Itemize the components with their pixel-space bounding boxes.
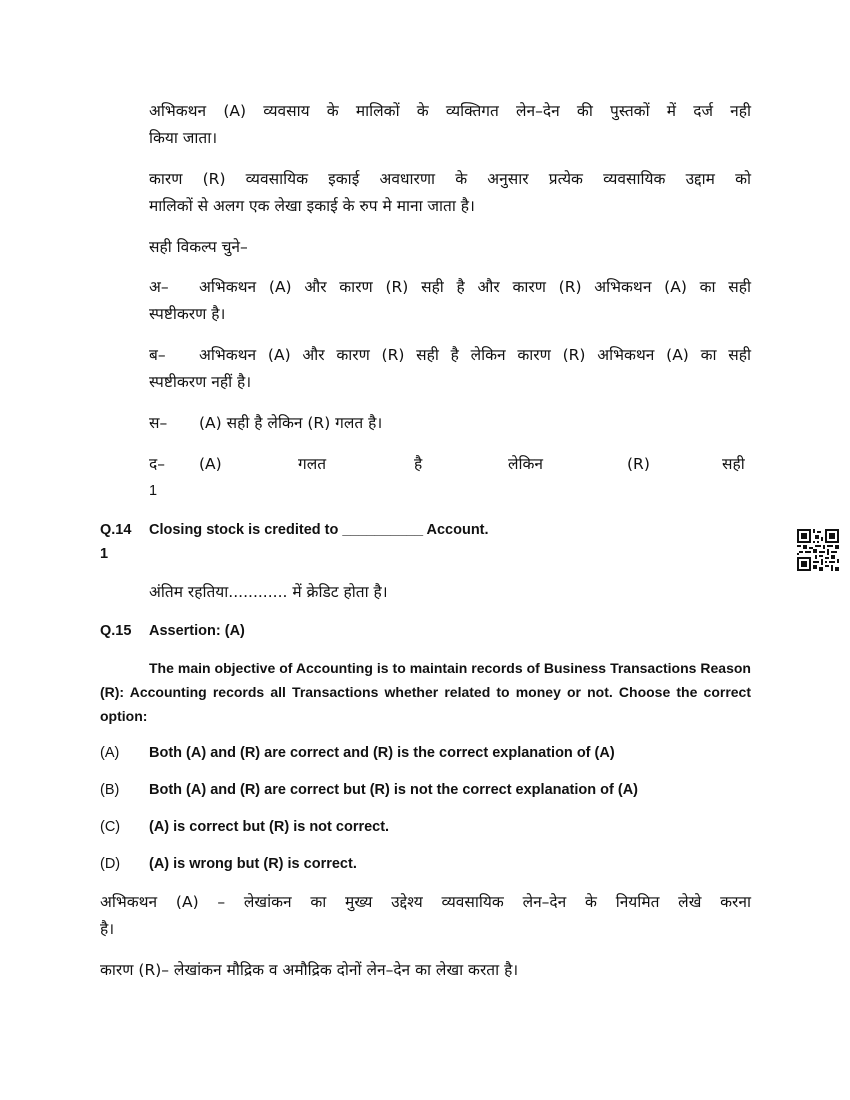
q13-reason-line2: मालिकों से अलग एक लेखा इकाई के रुप मे माना जाता है।	[149, 197, 475, 215]
q15-option-c-text: (A) is correct but (R) is not correct.	[149, 819, 390, 835]
q13-option-c-text: (A) सही है लेकिन (R) गलत है।	[199, 414, 383, 432]
q13-option-d-word-3: है	[414, 455, 423, 473]
q14-hindi: अंतिम रहतिया............ में क्रेडिट होता है।	[149, 583, 388, 601]
q14-marks: 1	[100, 546, 109, 562]
q13-option-d-word-1: (A)	[199, 455, 222, 473]
q15-option-a-text: Both (A) and (R) are correct and (R) is the correct explanation of (A)	[149, 745, 615, 761]
q15-option-d-label: (D)	[100, 856, 121, 872]
q15-heading: Assertion: (A)	[149, 623, 245, 639]
q15-para-line3: option:	[100, 708, 148, 724]
q15-option-b-text: Both (A) and (R) are correct but (R) is not the correct explanation of (A)	[149, 782, 638, 798]
q15-para-line2: (R): Accounting records all Transactions whether related to money or not. Choose the correct	[100, 684, 751, 700]
q13-option-d-word-6: सही	[722, 455, 745, 473]
q15-hindi-assertion-line2: है।	[100, 920, 115, 938]
q13-option-d-word-4: लेकिन	[508, 455, 544, 473]
q13-option-d-label: द–	[149, 455, 165, 473]
q15-hindi-reason: कारण (R)– लेखांकन मौद्रिक व अमौद्रिक दोनों लेन–देन का लेखा करता है।	[100, 961, 519, 979]
q13-assertion-line2: किया जाता।	[149, 129, 218, 147]
q15-option-d-text: (A) is wrong but (R) is correct.	[149, 856, 357, 872]
q13-assertion-line1: अभिकथन (A) व्यवसाय के मालिकों के व्यक्तिगत लेन–देन की पुस्तकों में दर्ज नही	[149, 102, 751, 120]
q13-reason-line1: कारण (R) व्यवसायिक इकाई अवधारणा के अनुसार प्रत्येक व्यवसायिक उद्दाम को	[149, 170, 751, 188]
q14-number: Q.14	[100, 522, 132, 538]
q13-option-a-line1: अभिकथन (A) और कारण (R) सही है और कारण (R) अभिकथन (A) का सही	[199, 278, 751, 296]
q13-option-c-label: स–	[149, 414, 168, 432]
q15-number: Q.15	[100, 623, 132, 639]
q13-option-b-label: ब–	[149, 346, 166, 364]
q13-option-b-line2: स्पष्टीकरण नहीं है।	[149, 373, 252, 391]
q13-option-b-line1: अभिकथन (A) और कारण (R) सही है लेकिन कारण (R) अभिकथन (A) का सही	[199, 346, 751, 364]
q13-option-a-label: अ–	[149, 278, 169, 296]
q13-marks: 1	[149, 483, 158, 499]
q15-option-b-label: (B)	[100, 782, 120, 798]
q15-para-line1: The main objective of Accounting is to maintain records of Business Transactions Reason	[149, 660, 751, 676]
q13-option-d-word-5: (R)	[627, 455, 650, 473]
q13-choose-option: सही विकल्प चुने–	[149, 238, 248, 256]
q13-option-d-word-2: गलत	[298, 455, 327, 473]
q14-question: Closing stock is credited to __________ Account.	[149, 522, 489, 538]
q15-option-c-label: (C)	[100, 819, 121, 835]
qr-code-icon	[797, 529, 839, 571]
q13-option-a-line2: स्पष्टीकरण है।	[149, 305, 226, 323]
q15-hindi-assertion-line1: अभिकथन (A) – लेखांकन का मुख्य उद्देश्य व्यवसायिक लेन–देन के नियमित लेखे करना	[100, 893, 751, 911]
q15-option-a-label: (A)	[100, 745, 120, 761]
